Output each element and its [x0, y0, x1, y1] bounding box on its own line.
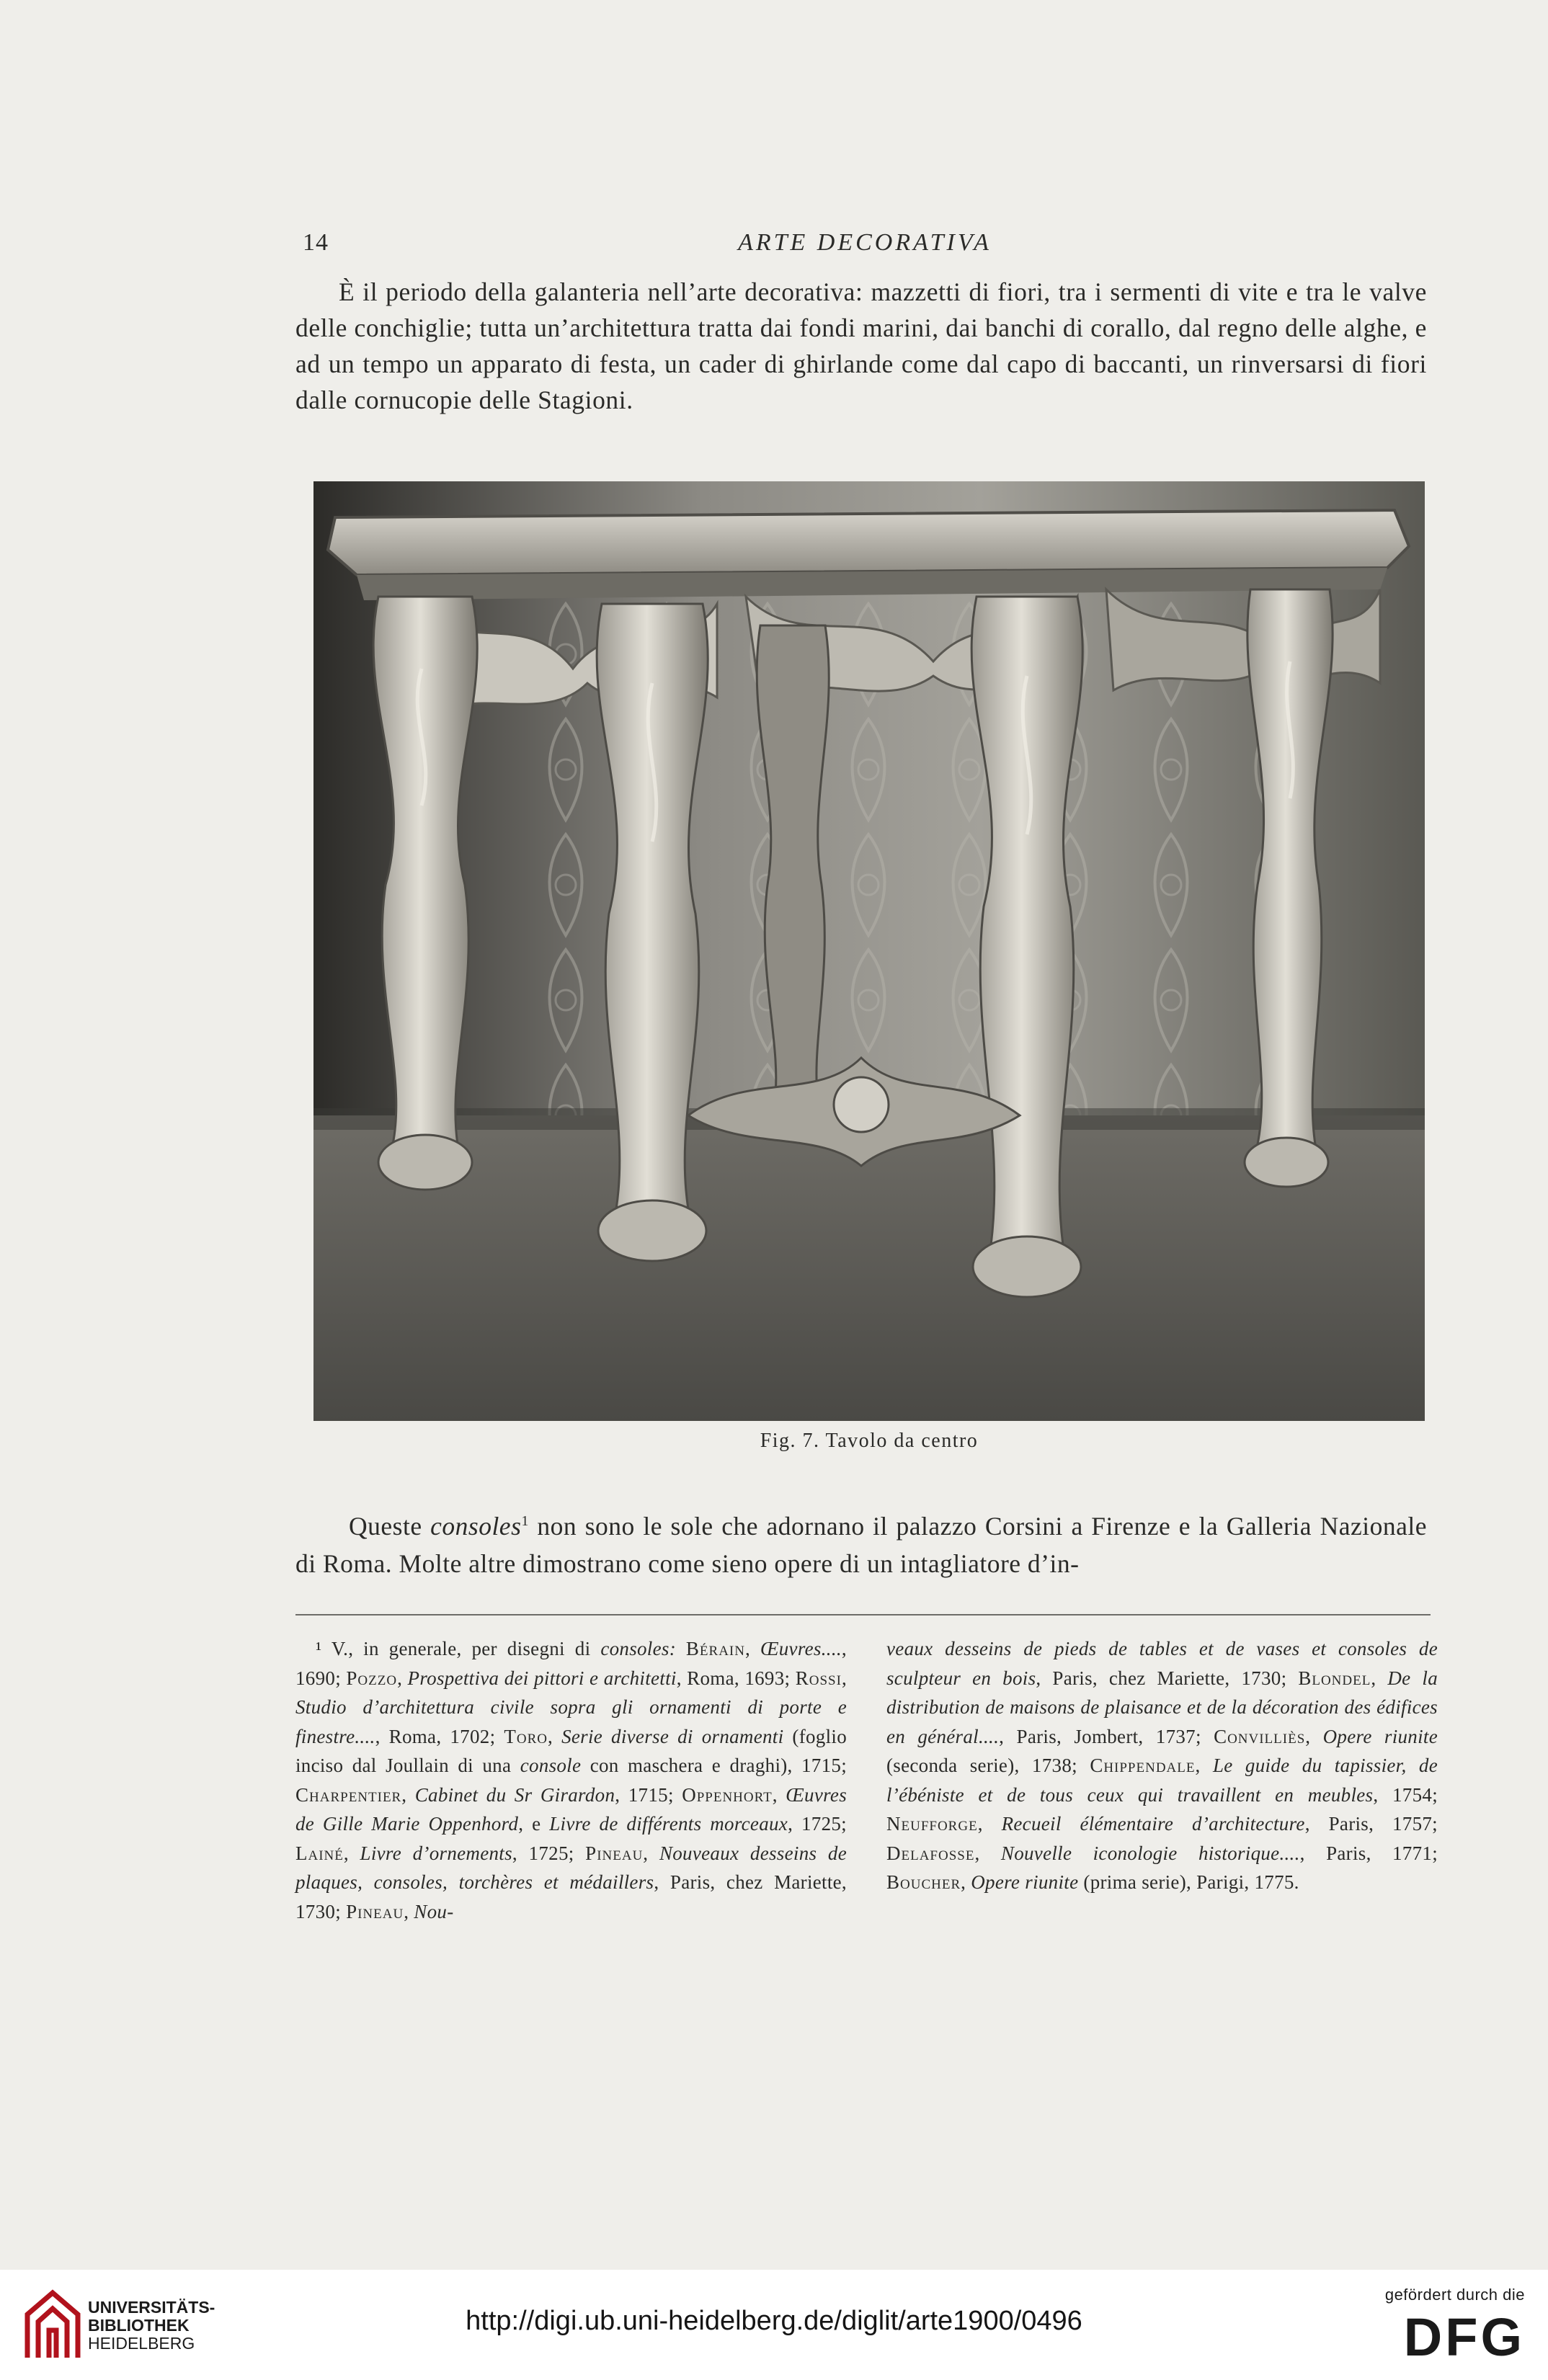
footnote-left-run: Pineau	[585, 1842, 644, 1864]
footnote-right-run: ,	[1371, 1667, 1388, 1689]
footnote-left-run	[676, 1638, 686, 1659]
page-number: 14	[303, 229, 329, 256]
funding-note	[1381, 2286, 1525, 2366]
footnote-column-right	[886, 1634, 1438, 1897]
footnote-left-run: ,	[643, 1842, 659, 1864]
digitization-banner	[0, 2270, 1548, 2380]
footnote-marker: 1	[521, 1513, 529, 1529]
running-title: ARTE DECORATIVA	[738, 229, 992, 256]
footnote-right-run: , Paris, Jombert, 1737;	[999, 1725, 1214, 1747]
footnote-right-run: (seconda serie), 1738;	[886, 1755, 1090, 1776]
footnote-right-run: , Paris, chez Mariette, 1730;	[1036, 1667, 1299, 1689]
footnote-left-run: Toro	[504, 1725, 548, 1747]
footnote-left-run: con maschera e draghi), 1715;	[581, 1755, 848, 1776]
footnote-left-run: Livre de différents morceaux	[549, 1813, 788, 1835]
footnote-left-run: consoles:	[600, 1638, 676, 1659]
footnote-left-run: Œuvres de Gille Marie Oppenhord	[295, 1783, 848, 1835]
footnote-right-run: Convilliès	[1214, 1725, 1306, 1747]
footnote-left-run: Pineau	[346, 1900, 404, 1922]
footnote-left-run: console	[520, 1755, 582, 1776]
footnote-left-run: ,	[404, 1900, 414, 1922]
footnote-left-run: Oppenhort	[682, 1783, 773, 1806]
footnote-left-run: Studio d’architettura civile sopra gli ornamenti di porte e finestre....	[295, 1696, 847, 1747]
footnote-right-run: Opere riunite	[1322, 1725, 1438, 1747]
library-name-line1: UNIVERSITÄTS-	[88, 2298, 215, 2317]
footnote-right-run: Delafosse	[886, 1842, 975, 1864]
figure-caption: Fig. 7. Tavolo da centro	[760, 1430, 979, 1452]
footnote-right-run: Opere riunite	[971, 1871, 1079, 1893]
body-text-before: Queste	[349, 1511, 431, 1541]
intro-paragraph: È il periodo della galanteria nell’arte decorativa: mazzetti di fiori, tra i sermenti di vite e tra le valve delle conchiglie; tutta un’architettura tratta dai fondi marini, dai banchi di corallo, dal regno delle alghe, e ad un tempo un apparato di festa, un cader di ghirlande come dal capo di baccanti, un rinversarsi di fiori dalle cornucopie delle Stagioni.	[295, 277, 1427, 414]
footnote-left-run: , Paris, chez Mariette, 1730;	[295, 1871, 847, 1922]
footnote-right-run: Boucher	[886, 1871, 961, 1893]
running-head	[303, 229, 1427, 272]
footnote-left-run: Bérain	[685, 1638, 745, 1659]
footnote-divider	[295, 1614, 1431, 1615]
footnote-left-run: ,	[397, 1667, 408, 1689]
footnote-left-run: Œuvres....	[760, 1638, 842, 1659]
footnote-left-run: Lainé	[295, 1842, 344, 1864]
footnote-right-run: Recueil élémentaire d’architecture	[1001, 1813, 1305, 1835]
footnote-left-run: Cabinet du Sr Girardon	[414, 1783, 615, 1806]
footnote-right-run: ,	[977, 1813, 1002, 1835]
footnote-left-run: , 1715;	[615, 1783, 682, 1806]
footnote-right-run: , Paris, 1771;	[1299, 1842, 1438, 1864]
footnote-left-run: ,	[841, 1667, 847, 1689]
funded-label: gefördert durch die	[1384, 2286, 1525, 2304]
footnote-right-run: Blondel	[1298, 1667, 1371, 1689]
footnotes	[295, 1634, 1438, 2009]
footnote-left-run: , 1690;	[295, 1638, 847, 1689]
carved-table-illustration	[313, 481, 1425, 1421]
footnote-right-run: De la distribution de maisons de plaisance et de la décoration des édifices en général....	[886, 1667, 1438, 1747]
footnote-right-run: (prima serie), Parigi, 1775.	[1078, 1871, 1299, 1893]
footnote-right-run: Le guide du tapissier, de l’ébéniste et de tous ceux qui travaillent en meubles	[886, 1755, 1438, 1806]
footnote-left-run: (foglio inciso dal Joullain di una	[295, 1725, 847, 1776]
library-name-line3: HEIDELBERG	[88, 2334, 195, 2353]
footnote-right-run: Neufforge	[886, 1813, 978, 1835]
footnote-right-run: Chippendale	[1090, 1755, 1196, 1776]
body-text-italic: consoles	[430, 1511, 522, 1541]
footnote-left-run: Nou-	[414, 1900, 454, 1922]
library-name-line2: BIBLIOTHEK	[88, 2316, 190, 2335]
figure-photograph-table	[313, 481, 1425, 1421]
footnote-left-run: , 1725;	[512, 1842, 586, 1864]
footnote-right-run: ,	[1305, 1725, 1323, 1747]
footnote-left-run: , Roma, 1693;	[676, 1667, 796, 1689]
footnote-left-run: Charpentier	[295, 1783, 402, 1806]
footnote-left-run: Rossi	[795, 1667, 842, 1689]
footnote-left-run: , e	[518, 1813, 550, 1835]
footnote-left-run: Prospettiva dei pittori e architetti	[407, 1667, 677, 1689]
footnote-right-run: ,	[974, 1842, 1001, 1864]
footnote-right-run: ,	[1195, 1755, 1213, 1776]
footnote-right-run: veaux desseins de pieds de tables et de vases et consoles de sculpteur en bois	[886, 1638, 1438, 1689]
body-text-after: non sono le sole che adornano il palazzo Corsini a Firenze e la Galleria Nazionale di Roma. Molte altre dimostrano come sieno opere di un intagliatore d’in-	[295, 1511, 1427, 1578]
footnote-column-left	[295, 1634, 847, 1926]
footnote-left-run: Pozzo	[346, 1667, 398, 1689]
footnote-left-run: ,	[772, 1783, 786, 1806]
footnote-left-run: Nouveaux desseins de plaques, consoles, torchères et médaillers	[295, 1842, 847, 1893]
footnote-left-run: ,	[401, 1783, 415, 1806]
footnote-right-run: , 1754;	[1373, 1783, 1438, 1806]
footnote-right-run: , Paris, 1757;	[1304, 1813, 1438, 1835]
footnote-right-run: ,	[961, 1871, 971, 1893]
footnote-left-run: , Roma, 1702;	[375, 1725, 504, 1747]
footnote-left-run: ,	[343, 1842, 360, 1864]
dfg-logo: DFG	[1403, 2307, 1525, 2367]
footnote-left-run: Livre d’ornements	[360, 1842, 512, 1864]
footnote-left-run: ,	[744, 1638, 760, 1659]
permalink-url[interactable]: http://digi.ub.uni-heidelberg.de/diglit/arte1900/0496	[466, 2306, 1082, 2336]
body-paragraph	[295, 1502, 1427, 1582]
footnote-left-run: , 1725;	[788, 1813, 847, 1835]
footnote-left-run: ,	[548, 1725, 562, 1747]
footnote-right-run: Nouvelle iconologie historique....	[1000, 1842, 1300, 1864]
footnote-left-run: ¹ V., in generale, per disegni di	[316, 1638, 601, 1659]
footnote-left-run: Serie diverse di ornamenti	[561, 1725, 784, 1747]
